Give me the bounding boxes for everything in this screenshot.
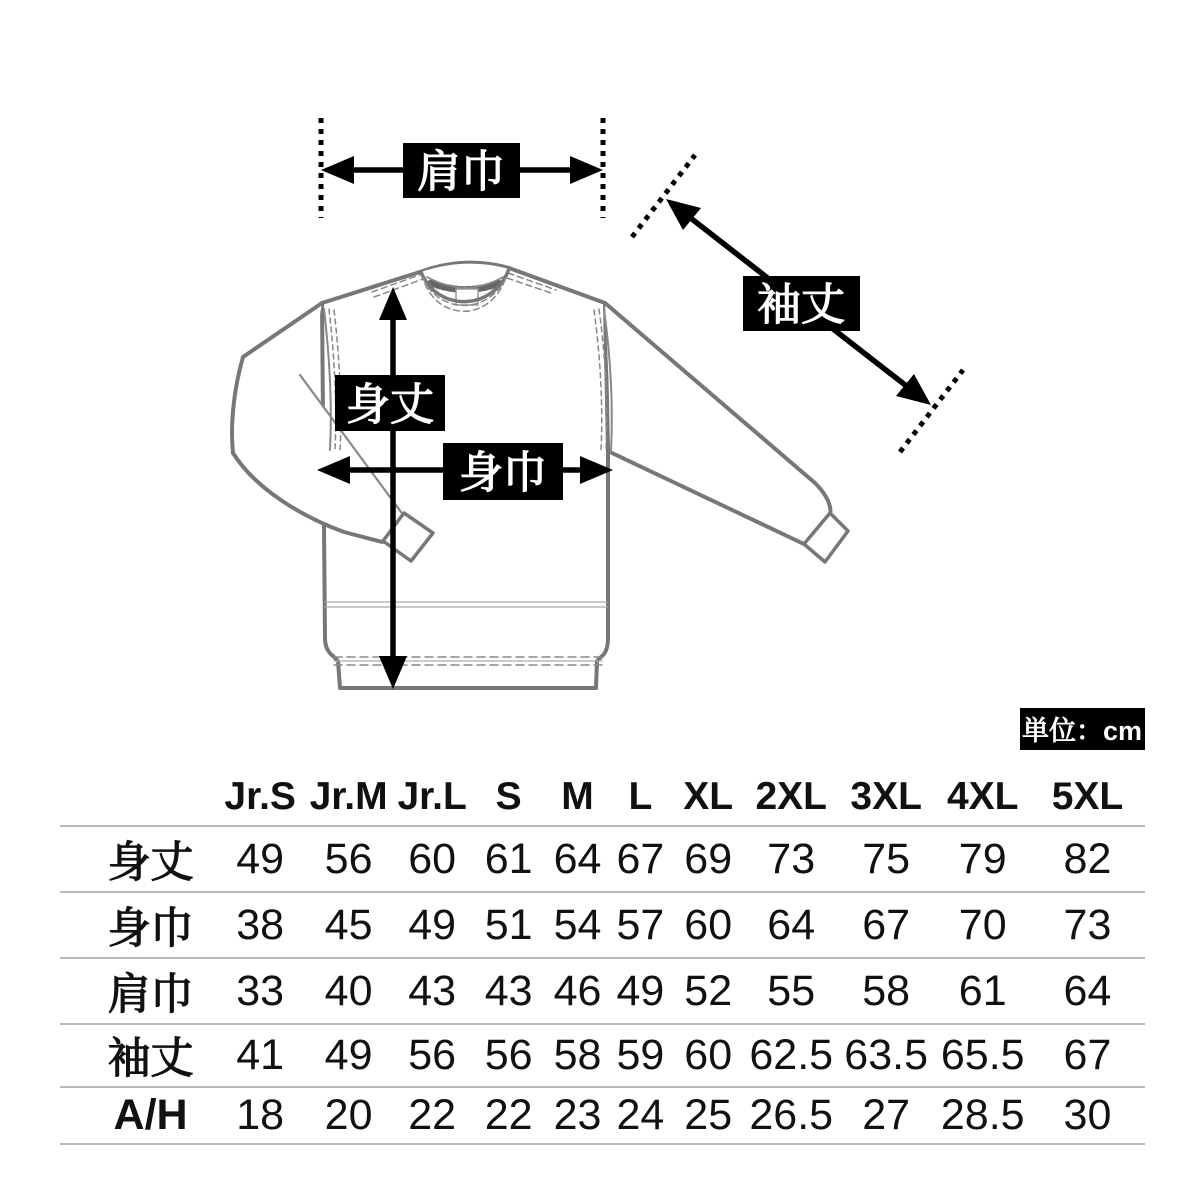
size-cell: 43 (392, 958, 472, 1024)
size-table-section (60, 768, 1145, 1145)
size-cell: 82 (1030, 826, 1145, 892)
size-cell: 61 (472, 826, 545, 892)
size-cell: 57 (610, 892, 671, 958)
table-row-shoulder-width (60, 958, 1145, 1024)
size-cell: 61 (936, 958, 1030, 1024)
size-table (60, 768, 1145, 1145)
arrowhead-right (570, 156, 603, 184)
size-cell: 67 (610, 826, 671, 892)
measure-row-label: 肩巾 (60, 958, 215, 1024)
size-cell: 73 (1030, 892, 1145, 958)
body-width-label: 身巾 (459, 448, 547, 498)
size-cell: 54 (545, 892, 610, 958)
size-cell: 20 (305, 1087, 392, 1144)
size-cell: 22 (392, 1087, 472, 1144)
size-cell: 49 (215, 826, 305, 892)
size-column-header: 3XL (837, 768, 936, 826)
size-cell: 73 (746, 826, 837, 892)
size-column-header: Jr.L (392, 768, 472, 826)
size-cell: 64 (545, 826, 610, 892)
size-column-header: 5XL (1030, 768, 1145, 826)
size-cell: 64 (746, 892, 837, 958)
size-cell: 58 (837, 958, 936, 1024)
size-cell: 56 (392, 1024, 472, 1087)
measure-row-label: 身巾 (60, 892, 215, 958)
size-cell: 33 (215, 958, 305, 1024)
size-cell: 60 (671, 1024, 746, 1087)
size-cell: 28.5 (936, 1087, 1030, 1144)
measure-row-label: 身丈 (60, 826, 215, 892)
right-sleeve-fill (605, 303, 830, 545)
size-column-header: Jr.M (305, 768, 392, 826)
size-cell: 55 (746, 958, 837, 1024)
size-cell: 45 (305, 892, 392, 958)
size-cell: 27 (837, 1087, 936, 1144)
size-column-header: 4XL (936, 768, 1030, 826)
size-cell: 56 (472, 1024, 545, 1087)
size-column-header: XL (671, 768, 746, 826)
size-cell: 56 (305, 826, 392, 892)
size-cell: 40 (305, 958, 392, 1024)
size-cell: 60 (671, 892, 746, 958)
sleeve-length-label: 袖丈 (757, 280, 845, 330)
unit-badge-label: 単位：cm (1021, 716, 1143, 746)
size-cell: 26.5 (746, 1087, 837, 1144)
measure-row-label: 袖丈 (60, 1024, 215, 1087)
size-cell: 51 (472, 892, 545, 958)
unit-badge (1020, 708, 1145, 750)
size-cell: 67 (1030, 1024, 1145, 1087)
size-cell: 69 (671, 826, 746, 892)
size-column-header: L (610, 768, 671, 826)
size-cell: 67 (837, 892, 936, 958)
size-cell: 18 (215, 1087, 305, 1144)
arrowhead-left (321, 156, 354, 184)
size-cell: 70 (936, 892, 1030, 958)
size-cell: 22 (472, 1087, 545, 1144)
table-row-body-width (60, 892, 1145, 958)
size-cell: 41 (215, 1024, 305, 1087)
size-column-header: M (545, 768, 610, 826)
size-cell: 24 (610, 1087, 671, 1144)
size-cell: 38 (215, 892, 305, 958)
measure-row-label: A/H (60, 1087, 215, 1144)
table-row-sleeve-length (60, 1024, 1145, 1087)
size-cell: 75 (837, 826, 936, 892)
size-cell: 65.5 (936, 1024, 1030, 1087)
size-cell: 23 (545, 1087, 610, 1144)
size-cell: 25 (671, 1087, 746, 1144)
corner-cell (60, 768, 215, 826)
size-cell: 59 (610, 1024, 671, 1087)
size-cell: 63.5 (837, 1024, 936, 1087)
shoulder-width-annotation (321, 118, 603, 218)
size-cell: 79 (936, 826, 1030, 892)
size-cell: 64 (1030, 958, 1145, 1024)
table-row-armhole (60, 1087, 1145, 1144)
size-cell: 60 (392, 826, 472, 892)
size-cell: 46 (545, 958, 610, 1024)
size-cell: 58 (545, 1024, 610, 1087)
size-header-row (60, 768, 1145, 826)
size-column-header: Jr.S (215, 768, 305, 826)
size-cell: 49 (392, 892, 472, 958)
body-length-label: 身丈 (346, 380, 434, 430)
table-row-body-length (60, 826, 1145, 892)
size-cell: 43 (472, 958, 545, 1024)
size-cell: 62.5 (746, 1024, 837, 1087)
size-cell: 49 (610, 958, 671, 1024)
size-cell: 30 (1030, 1087, 1145, 1144)
size-cell: 52 (671, 958, 746, 1024)
size-cell: 49 (305, 1024, 392, 1087)
size-column-header: 2XL (746, 768, 837, 826)
shoulder-width-label: 肩巾 (417, 147, 505, 197)
size-column-header: S (472, 768, 545, 826)
